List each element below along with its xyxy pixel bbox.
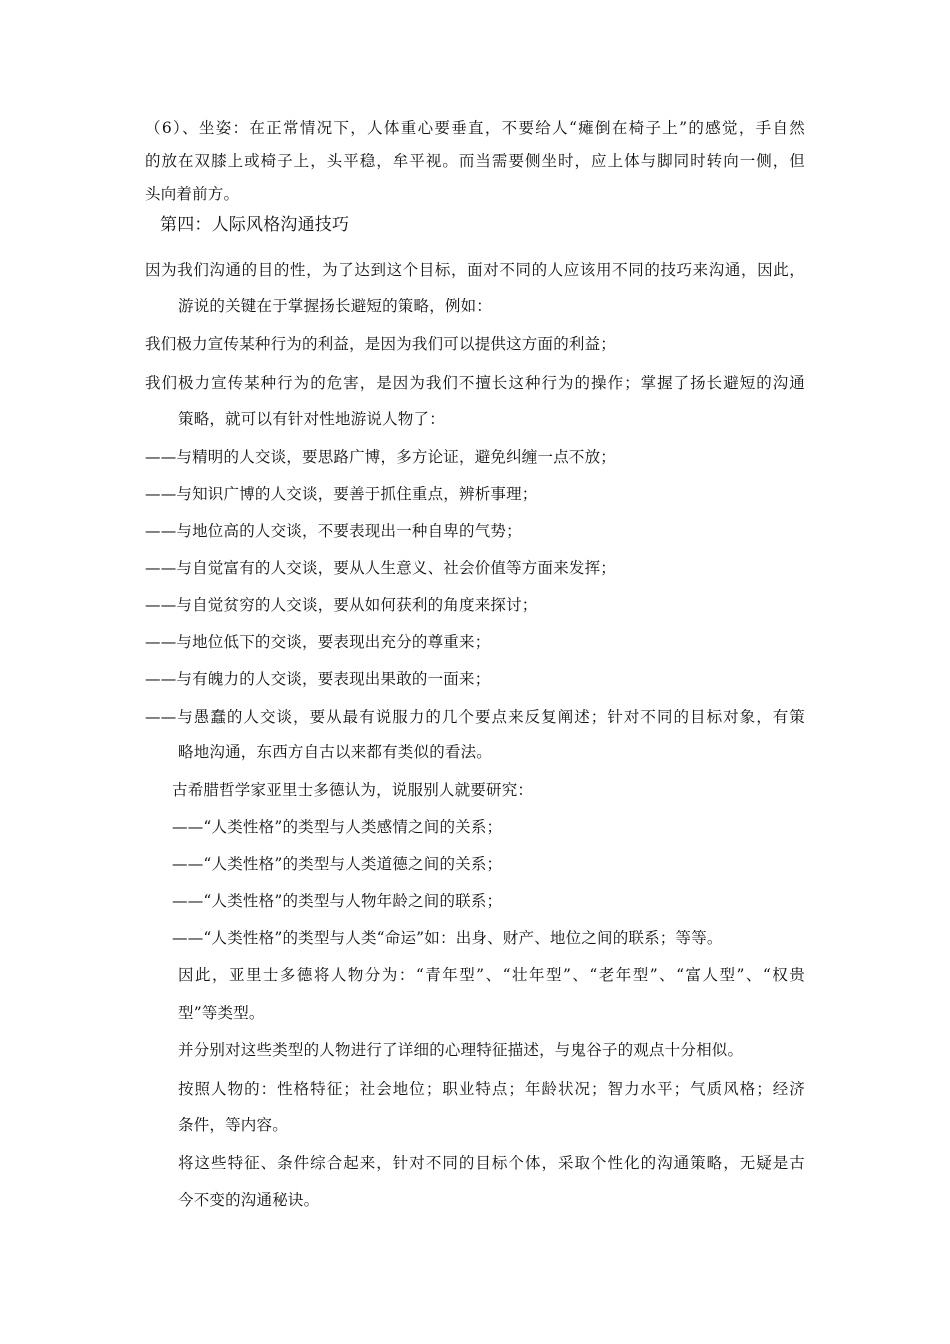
dash-item-8: ——与愚蠢的人交谈，要从最有说服力的几个要点来反复阐述；针对不同的目标对象，有策 (145, 708, 805, 726)
aristotle-item-1: ——“人类性格”的类型与人类感情之间的关系； (172, 818, 503, 836)
conclusion-line-7: 今不变的沟通秘诀。 (178, 1191, 320, 1209)
dash-item-5: ——与自觉贫穷的人交谈，要从如何获利的角度来探讨； (145, 596, 538, 614)
intro-line-3: 我们极力宣传某种行为的利益，是因为我们可以提供这方面的利益； (145, 335, 617, 353)
dash-item-8-continued: 略地沟通，东西方自古以来都有类似的看法。 (178, 743, 493, 761)
intro-line-4: 我们极力宣传某种行为的危害，是因为我们不擅长这种行为的操作；掌握了扬长避短的沟通 (145, 374, 805, 392)
section-heading: 第四：人际风格沟通技巧 (160, 215, 350, 235)
conclusion-line-4: 按照人物的：性格特征；社会地位；职业特点；年龄状况；智力水平；气质风格；经济 (178, 1080, 805, 1098)
dash-item-7: ——与有魄力的人交谈，要表现出果敢的一面来； (145, 670, 491, 688)
intro-line-2: 游说的关键在于掌握扬长避短的策略，例如： (178, 297, 493, 315)
aristotle-intro: 古希腊哲学家亚里士多德认为，说服别人就要研究： (172, 781, 534, 799)
dash-item-6: ——与地位低下的交谈，要表现出充分的尊重来； (145, 633, 491, 651)
conclusion-line-6: 将这些特征、条件综合起来，针对不同的目标个体，采取个性化的沟通策略，无疑是古 (178, 1154, 805, 1172)
posture-line-1: （6）、坐姿：在正常情况下，人体重心要垂直，不要给人“瘫倒在椅子上”的感觉，手自然 (145, 119, 805, 137)
conclusion-line-1: 因此，亚里士多德将人物分为：“青年型”、“壮年型”、“老年型”、“富人型”、“权贵 (178, 966, 805, 984)
conclusion-line-3: 并分别对这些类型的人物进行了详细的心理特征描述，与鬼谷子的观点十分相似。 (178, 1041, 744, 1059)
intro-line-5: 策略，就可以有针对性地游说人物了： (178, 410, 445, 428)
aristotle-item-4: ——“人类性格”的类型与人类“命运”如：出身、财产、地位之间的联系；等等。 (172, 929, 723, 947)
dash-item-1: ——与精明的人交谈，要思路广博，多方论证，避免纠缠一点不放； (145, 448, 617, 466)
posture-line-2: 的放在双膝上或椅子上，头平稳，牟平视。而当需要侧坐时，应上体与脚同时转向一侧，但 (145, 152, 805, 170)
posture-line-3: 头向着前方。 (145, 185, 240, 203)
conclusion-line-5: 条件，等内容。 (178, 1116, 288, 1134)
dash-item-2: ——与知识广博的人交谈，要善于抓住重点，辨析事理； (145, 485, 538, 503)
intro-line-1: 因为我们沟通的目的性，为了达到这个目标，面对不同的人应该用不同的技巧来沟通，因此， (145, 261, 805, 279)
conclusion-line-2: 型”等类型。 (178, 1004, 265, 1022)
dash-item-3: ——与地位高的人交谈，不要表现出一种自卑的气势； (145, 522, 522, 540)
aristotle-item-2: ——“人类性格”的类型与人类道德之间的关系； (172, 855, 503, 873)
dash-item-4: ——与自觉富有的人交谈，要从人生意义、社会价值等方面来发挥； (145, 559, 617, 577)
aristotle-item-3: ——“人类性格”的类型与人物年龄之间的联系； (172, 892, 503, 910)
